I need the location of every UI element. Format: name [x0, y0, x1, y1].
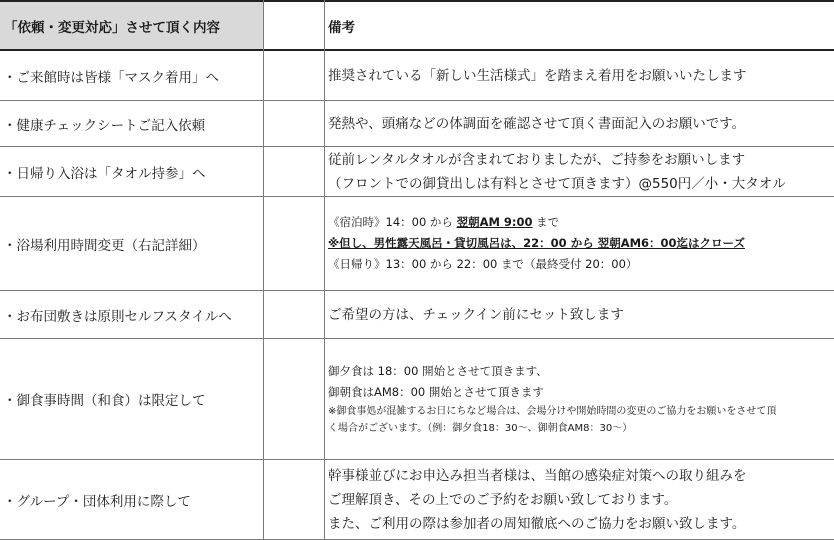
- remarks-line: 従前レンタルタオルが含まれておりましたが、ご持参をお願いします: [328, 151, 746, 168]
- column-divider: [324, 0, 325, 540]
- item-cell: ・ご来館時は皆様「マスク着用」へ: [3, 69, 219, 86]
- table-header-row: [0, 0, 834, 51]
- remarks-line: 幹事様並びにお申込み担当者様は、当館の感染症対策への取り組みを: [328, 467, 747, 484]
- item-cell: ・健康チェックシートご記入依頼: [3, 117, 206, 134]
- item-cell: ・グループ・団体利用に際して: [3, 493, 191, 510]
- remarks-line: 発熱や、頭痛などの体調面を確認させて頂く書面記入のお願いです。: [328, 115, 746, 132]
- header-remarks-cell: 備考: [328, 19, 355, 36]
- remarks-line: （フロントでの御貸出しは有料とさせて頂きます）@550円／小・大タオル: [328, 175, 786, 192]
- remarks-line: また、ご利用の際は参加者の周知徹底へのご協力をお願い致します。: [328, 515, 746, 532]
- remarks-cell: [324, 197, 834, 290]
- table-row: [0, 339, 834, 460]
- header-content-cell: 「依頼・変更対応」させて頂く内容: [0, 2, 263, 49]
- item-cell: ・浴場利用時間変更（右記詳細）: [3, 237, 206, 254]
- remarks-cell: [324, 101, 834, 146]
- item-cell: ・御食事時間（和食）は限定して: [3, 393, 206, 409]
- remarks-cell: [324, 147, 834, 196]
- column-divider: [263, 0, 264, 540]
- remarks-line: ご理解頂き、その上でのご予約をお願い致しております。: [328, 491, 678, 508]
- remarks-cell: [324, 291, 834, 338]
- remarks-line: ご希望の方は、チェックイン前にセット致します: [328, 306, 624, 323]
- remarks-line: 推奨されている「新しい生活様式」を踏まえ着用をお願いいたします: [328, 67, 747, 84]
- table-row: [0, 197, 834, 291]
- closure-note: ※但し、男性露天風呂・貸切風呂は、22：00 から 翌朝AM6：00迄はクローズ: [328, 236, 745, 250]
- item-cell: ・日帰り入浴は「タオル持参」へ: [3, 165, 206, 182]
- table-row: [0, 147, 834, 197]
- stay-end-time: 翌朝AM 9:00: [456, 215, 533, 229]
- remarks-line: 御朝食はAM8：00 開始とさせて頂きます: [328, 385, 544, 399]
- stay-hours-text: 《宿泊時》14：00 から: [328, 215, 457, 229]
- table-row: [0, 460, 834, 540]
- table-row: [0, 291, 834, 339]
- remarks-note: く場合がございます。（例：御夕食18：30〜、御朝食AM8：30〜）: [328, 423, 633, 434]
- table-row: [0, 101, 834, 147]
- remarks-line: 御夕食は 18：00 開始とさせて頂きます、: [328, 364, 548, 378]
- remarks-line: 《日帰り》13：00 から 22：00 まで（最終受付 20：00）: [328, 257, 638, 271]
- remarks-cell: [324, 339, 834, 459]
- remarks-line: [328, 212, 834, 233]
- remarks-cell: [324, 51, 834, 100]
- table-row: [0, 51, 834, 101]
- remarks-cell: [324, 460, 834, 539]
- item-cell: ・お布団敷きは原則セルフスタイルへ: [3, 308, 232, 325]
- stay-hours-suffix: まで: [532, 215, 560, 229]
- remarks-note: ※御食事処が混雑するお日にちなど場合は、会場分けや開始時間の変更のご協力をお願いをさせて頂: [328, 406, 777, 417]
